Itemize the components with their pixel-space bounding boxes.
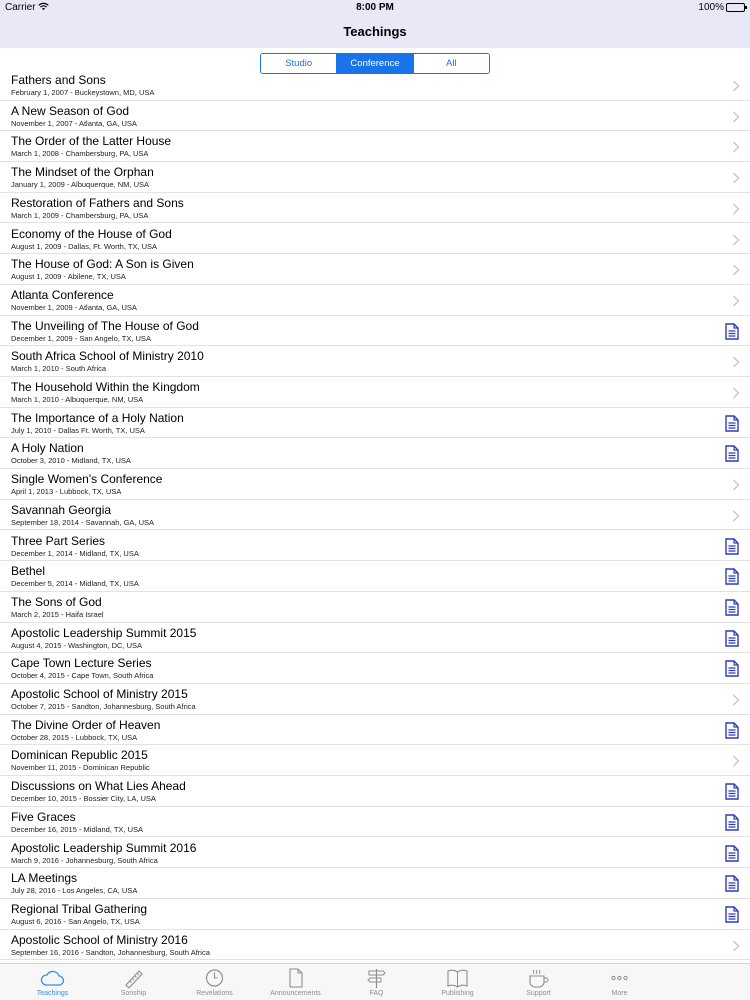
teaching-title: The Order of the Latter House	[11, 134, 172, 149]
document-icon[interactable]	[725, 415, 739, 432]
chevron-right-icon	[732, 754, 740, 766]
document-icon[interactable]	[725, 599, 739, 616]
segment-studio[interactable]: Studio	[261, 54, 336, 73]
teaching-title: Restoration of Fathers and Sons	[11, 195, 184, 210]
chevron-right-icon	[732, 233, 740, 245]
teaching-subtitle: July 1, 2010 - Dallas Ft. Worth, TX, USA	[11, 425, 145, 435]
teaching-title: Apostolic Leadership Summit 2016	[11, 840, 197, 855]
teaching-title: The Divine Order of Heaven	[11, 717, 161, 732]
teaching-subtitle: November 11, 2015 - Dominican Republic	[11, 763, 150, 773]
list-item[interactable]	[0, 561, 750, 592]
document-icon[interactable]	[725, 722, 739, 739]
teaching-title: Single Women's Conference	[11, 472, 163, 487]
teaching-subtitle: March 1, 2008 - Chambersburg, PA, USA	[11, 149, 149, 159]
chevron-right-icon	[732, 294, 740, 306]
document-icon[interactable]	[725, 445, 739, 462]
chevron-right-icon	[732, 202, 740, 214]
teaching-title: The Household Within the Kingdom	[11, 380, 200, 394]
list-item[interactable]	[0, 285, 750, 316]
tab-label: Revelations	[196, 990, 233, 997]
tab-announcements[interactable]	[255, 964, 336, 1000]
cloud-icon	[40, 967, 65, 989]
document-icon[interactable]	[725, 783, 739, 800]
teaching-title: Apostolic Leadership Summit 2015	[11, 625, 197, 640]
battery-percent: 100%	[698, 2, 724, 13]
teaching-subtitle: August 1, 2009 - Dallas, Ft. Worth, TX, USA	[11, 241, 158, 251]
more-icon	[607, 967, 632, 989]
list-item[interactable]	[0, 868, 750, 899]
list-item[interactable]	[0, 930, 750, 961]
list-item[interactable]	[0, 316, 750, 347]
list-item[interactable]	[0, 653, 750, 684]
tab-faq[interactable]	[336, 964, 417, 1000]
teaching-subtitle: November 1, 2007 - Atlanta, GA, USA	[11, 118, 137, 128]
list-item[interactable]	[0, 438, 750, 469]
chevron-right-icon	[732, 171, 740, 183]
teaching-title: Three Part Series	[11, 533, 106, 548]
list-item[interactable]	[0, 224, 750, 255]
carrier-label: Carrier	[5, 2, 36, 13]
document-icon[interactable]	[725, 323, 739, 340]
teaching-subtitle: March 1, 2010 - South Africa	[11, 364, 107, 374]
coffee-icon	[526, 967, 551, 989]
teaching-subtitle: December 1, 2014 - Midland, TX, USA	[11, 548, 139, 558]
teaching-subtitle: December 10, 2015 - Bossier City, LA, USA	[11, 794, 156, 804]
teaching-subtitle: November 1, 2009 - Atlanta, GA, USA	[11, 302, 137, 312]
teaching-title: Regional Tribal Gathering	[11, 901, 148, 916]
chevron-right-icon	[732, 509, 740, 521]
navigation-bar	[0, 16, 750, 48]
signpost-icon	[364, 967, 389, 989]
teaching-subtitle: August 1, 2009 - Abilene, TX, USA	[11, 272, 126, 282]
list-item[interactable]	[0, 807, 750, 838]
chevron-right-icon	[732, 79, 740, 91]
teaching-title: South Africa School of Ministry 2010	[11, 349, 204, 364]
teaching-subtitle: December 16, 2015 - Midland, TX, USA	[11, 824, 144, 834]
teaching-subtitle: March 9, 2016 - Johannesburg, South Africa	[11, 855, 158, 865]
teaching-subtitle: April 1, 2013 - Lubbock, TX, USA	[11, 487, 122, 497]
teaching-title: Cape Town Lecture Series	[11, 656, 152, 671]
tab-revelations[interactable]	[174, 964, 255, 1000]
teaching-subtitle: March 1, 2010 - Albuquerque, NM, USA	[11, 395, 144, 404]
tab-support[interactable]	[498, 964, 579, 1000]
teaching-title: The Unveiling of The House of God	[11, 318, 199, 333]
teaching-title: Discussions on What Lies Ahead	[11, 779, 186, 794]
teaching-title: Atlanta Conference	[11, 287, 114, 302]
teaching-subtitle: July 28, 2016 - Los Angeles, CA, USA	[11, 886, 138, 896]
teaching-title: Bethel	[11, 564, 46, 579]
teaching-title: A New Season of God	[11, 103, 130, 118]
teaching-subtitle: September 16, 2016 - Sandton, Johannesburg, South Africa	[11, 947, 210, 957]
segment-conference[interactable]: Conference	[336, 54, 412, 73]
tab-label: More	[611, 990, 628, 997]
document-icon[interactable]	[725, 660, 739, 677]
document-icon[interactable]	[725, 906, 739, 923]
chevron-right-icon	[732, 355, 740, 367]
chevron-right-icon	[732, 939, 740, 951]
page-icon	[283, 967, 308, 989]
status-time: 8:00 PM	[356, 2, 394, 13]
teaching-subtitle: December 1, 2009 - San Angelo, TX, USA	[11, 333, 151, 343]
teaching-title: Dominican Republic 2015	[11, 748, 148, 763]
teaching-subtitle: August 6, 2016 - San Angelo, TX, USA	[11, 916, 140, 926]
page-title: Teachings	[343, 24, 407, 39]
clock-icon	[202, 967, 227, 989]
tab-label: Announcements	[270, 990, 321, 997]
chevron-right-icon	[732, 263, 740, 275]
teaching-subtitle: March 1, 2009 - Chambersburg, PA, USA	[11, 210, 149, 220]
ruler-icon	[121, 967, 146, 989]
document-icon[interactable]	[725, 630, 739, 647]
teaching-subtitle: September 18, 2014 - Savannah, GA, USA	[11, 517, 155, 527]
tab-label: Support	[526, 990, 551, 997]
list-item[interactable]	[0, 838, 750, 869]
document-icon[interactable]	[725, 568, 739, 585]
teaching-title: Savannah Georgia	[11, 502, 112, 517]
teaching-title: The House of God: A Son is Given	[11, 257, 194, 272]
teaching-title: Apostolic School of Ministry 2015	[11, 687, 188, 701]
teaching-title: Economy of the House of God	[11, 226, 172, 241]
teachings-list[interactable]	[0, 70, 750, 963]
battery-icon	[726, 3, 745, 12]
document-icon[interactable]	[725, 845, 739, 862]
teaching-title: The Sons of God	[11, 594, 102, 609]
list-item[interactable]	[0, 408, 750, 439]
tab-label: Teachings	[36, 990, 69, 997]
teaching-title: Five Graces	[11, 809, 76, 824]
document-icon[interactable]	[725, 814, 739, 831]
list-item[interactable]	[0, 776, 750, 807]
list-item[interactable]	[0, 469, 750, 500]
tab-label: Publishing	[441, 990, 474, 997]
chevron-right-icon	[732, 693, 740, 705]
list-item[interactable]	[0, 592, 750, 623]
segment-all[interactable]: All	[413, 54, 489, 73]
teaching-title: LA Meetings	[11, 871, 78, 886]
list-item[interactable]	[0, 745, 750, 776]
teaching-title: The Importance of a Holy Nation	[11, 410, 184, 425]
teaching-title: A Holy Nation	[11, 441, 84, 456]
list-item[interactable]	[0, 377, 750, 408]
book-icon	[445, 967, 470, 989]
teaching-subtitle: October 3, 2010 - Midland, TX, USA	[11, 456, 131, 466]
list-item[interactable]	[0, 162, 750, 193]
document-icon[interactable]	[725, 538, 739, 555]
list-item[interactable]	[0, 254, 750, 285]
tab-label: Sonship	[120, 990, 147, 997]
tab-teachings[interactable]	[12, 964, 93, 1000]
list-item[interactable]	[0, 531, 750, 562]
chevron-right-icon	[732, 478, 740, 490]
teaching-subtitle: October 7, 2015 - Sandton, Johannesburg, South Africa	[11, 702, 196, 711]
chevron-right-icon	[732, 140, 740, 152]
status-bar	[0, 0, 750, 16]
list-item[interactable]	[0, 715, 750, 746]
teaching-subtitle: October 28, 2015 - Lubbock, TX, USA	[11, 732, 138, 742]
list-item[interactable]	[0, 101, 750, 132]
list-item[interactable]	[0, 346, 750, 377]
teaching-title: Fathers and Sons	[11, 73, 106, 87]
list-item[interactable]	[0, 500, 750, 531]
chevron-right-icon	[732, 386, 740, 398]
tab-label: FAQ	[369, 990, 384, 997]
list-item[interactable]	[0, 623, 750, 654]
teaching-title: The Mindset of the Orphan	[11, 165, 154, 180]
list-item[interactable]	[0, 131, 750, 162]
tab-publishing[interactable]	[417, 964, 498, 1000]
document-icon[interactable]	[725, 875, 739, 892]
tab-sonship[interactable]	[93, 964, 174, 1000]
teaching-subtitle: January 1, 2009 - Albuquerque, NM, USA	[11, 180, 149, 190]
teaching-subtitle: February 1, 2007 - Buckeystown, MD, USA	[11, 88, 155, 97]
teaching-subtitle: March 2, 2015 - Haifa Israel	[11, 609, 104, 619]
chevron-right-icon	[732, 110, 740, 122]
list-item[interactable]	[0, 899, 750, 930]
list-item[interactable]	[0, 193, 750, 224]
list-item[interactable]	[0, 70, 750, 101]
list-item[interactable]	[0, 684, 750, 715]
teaching-subtitle: August 4, 2015 - Washington, DC, USA	[11, 640, 143, 650]
tab-bar	[0, 963, 750, 1000]
teaching-title: Apostolic School of Ministry 2016	[11, 932, 188, 947]
tab-more[interactable]	[579, 964, 660, 1000]
teaching-subtitle: December 5, 2014 - Midland, TX, USA	[11, 579, 139, 589]
teaching-subtitle: October 4, 2015 - Cape Town, South Africa	[11, 671, 154, 681]
